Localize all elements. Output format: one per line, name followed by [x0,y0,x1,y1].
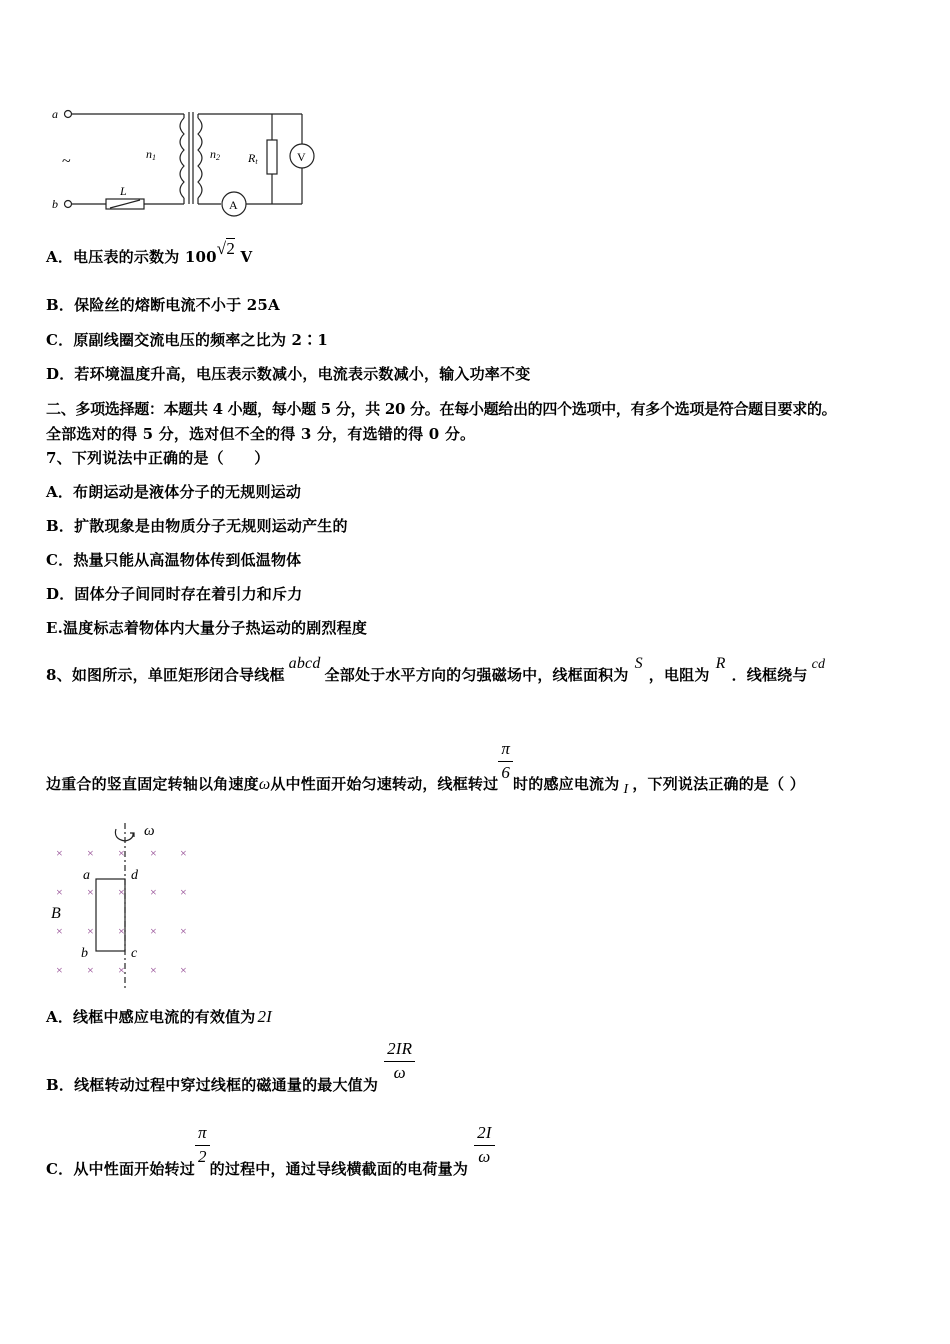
field-cross-mark: × [56,963,63,977]
q8-option-b [46,1039,415,1095]
q8-option-a [46,1006,272,1027]
ac-source-symbol: ~ [62,153,71,170]
field-cross-mark: × [118,963,125,977]
sqrt-radicand: 2 [226,239,236,258]
fraction-pi-over-2 [195,1124,210,1166]
corner-b-label: b [81,946,88,961]
terminal-b-label: b [52,197,58,211]
corner-c-label: c [131,946,138,961]
q8-stem-text-4: ．线框绕与 [731,666,808,684]
n2-label: n2 [210,147,220,162]
expression-2I: 2I [257,1007,273,1026]
fraction-denominator: 6 [501,762,511,782]
q8-option-b-text: B．线框转动过程中穿过线框的磁通量的最大值为 [46,1076,379,1095]
q6-option-a [46,239,253,267]
q8-option-a-text: A．线框中感应电流的有效值为 [46,1008,256,1026]
q7-option-e: E.温度标志着物体内大量分子热运动的剧烈程度 [46,619,368,637]
field-cross-mark: × [118,846,125,860]
symbol-omega: ω [258,776,271,794]
fraction-denominator: ω [478,1146,491,1166]
q8-stem-text-1: 8、如图所示，单匝矩形闭合导线框 [46,666,285,684]
symbol-cd: cd [811,657,826,672]
field-cross-mark: × [56,924,63,938]
fraction-denominator: ω [393,1062,406,1082]
fraction-numerator: 2I [474,1124,495,1146]
q8-stem2-text-2: 从中性面开始匀速转动，线框转过 [270,775,499,794]
magnetic-field-B-label: B [51,905,61,922]
field-cross-mark: × [118,924,125,938]
field-cross-mark: × [180,963,187,977]
field-cross-mark: × [180,885,187,899]
section2-header-line2: 全部选对的得 5 分，选对但不全的得 3 分，有选错的得 0 分。 [46,425,476,443]
symbol-I: I [623,782,629,798]
q7-option-d: D．固体分子间同时存在着引力和斥力 [46,585,303,603]
q7-option-b: B．扩散现象是由物质分子无规则运动产生的 [46,517,348,535]
field-cross-mark: × [180,846,187,860]
corner-a-label: a [83,868,90,883]
q6-option-b: B．保险丝的熔断电流不小于 25A [46,296,280,314]
inductor-L-label: L [120,184,127,198]
fraction-numerator: π [195,1124,210,1146]
field-cross-mark: × [87,846,94,860]
field-cross-mark: × [56,885,63,899]
rotating-coil-figure [46,815,206,995]
field-cross-mark: × [87,963,94,977]
ammeter-symbol: A [229,198,238,212]
field-cross-mark: × [118,885,125,899]
corner-d-label: d [131,868,138,883]
field-cross-mark: × [150,924,157,938]
q8-option-c [46,1123,495,1179]
section2-header-line1: 二、多项选择题：本题共 4 小题，每小题 5 分，共 20 分。在每小题给出的四个选项中，有多个选项是符合题目要求的。 [46,400,837,418]
fraction-denominator: 2 [197,1146,207,1166]
q7-option-a: A．布朗运动是液体分子的无规则运动 [46,483,302,501]
voltmeter-symbol: V [297,150,306,164]
field-cross-mark: × [56,846,63,860]
fraction-numerator: π [498,740,513,762]
field-cross-mark: × [87,924,94,938]
fraction-2IR-over-omega [384,1040,415,1082]
omega-label: ω [144,823,155,839]
n1-label: n1 [146,147,156,162]
field-cross-mark: × [150,846,157,860]
field-cross-mark: × [150,885,157,899]
q8-stem-text-2: 全部处于水平方向的匀强磁场中，线框面积为 [324,666,629,684]
q8-stem-text-3: ，电阻为 [648,666,710,684]
symbol-R: R [715,655,726,672]
q7-option-c: C．热量只能从高温物体传到低温物体 [46,551,302,569]
q8-option-c-text-1: C．从中性面开始转过 [46,1160,195,1179]
fraction-numerator: 2IR [384,1040,415,1062]
q6-option-c: C．原副线圈交流电压的频率之比为 2∶1 [46,331,329,349]
terminal-a-label: a [52,107,58,121]
field-cross-mark: × [150,963,157,977]
q8-stem2-text-3: 时的感应电流为 [513,775,620,794]
fraction-pi-over-6 [498,740,513,782]
field-cross-mark: × [87,885,94,899]
q6-option-a-unit: V [235,248,253,266]
q8-stem-line2 [46,739,805,798]
rt-label: Rt [248,151,258,166]
symbol-abcd: abcd [288,655,321,672]
q6-option-a-text: A．电压表的示数为 100 [46,248,217,266]
sqrt-expression: √2 [216,239,236,258]
q8-option-c-text-2: 的过程中，通过导线横截面的电荷量为 [209,1160,469,1179]
transformer-circuit-diagram [46,100,336,220]
q6-option-d: D．若环境温度升高，电压表示数减小，电流表示数减小，输入功率不变 [46,365,531,383]
q8-stem2-text-4: ，下列说法正确的是（ ） [632,775,805,794]
q8-stem-line1 [46,655,829,685]
symbol-S: S [634,655,643,672]
q8-stem2-text-1: 边重合的竖直固定转轴以角速度 [46,775,259,794]
q7-stem: 7、下列说法中正确的是（ ） [46,449,270,467]
field-cross-mark: × [180,924,187,938]
fraction-2I-over-omega [474,1124,495,1166]
